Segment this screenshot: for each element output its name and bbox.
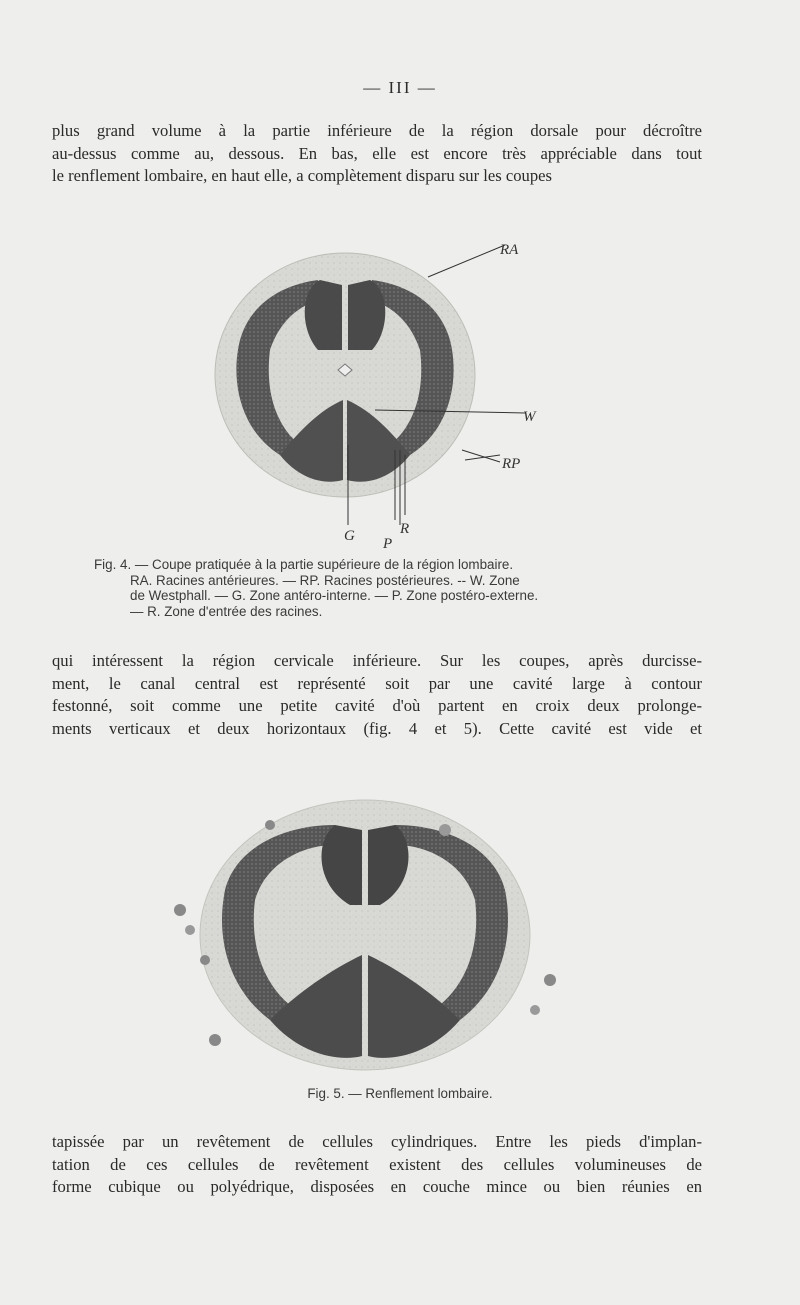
label-p: P [383,536,393,550]
caption-line: RA. Racines antérieures. — RP. Racines postérieures. -- W. Zone [130,572,520,588]
figure-4-spinal-cord-section [200,230,560,550]
label-g: G [344,528,355,544]
caption-line: de Westphall. — G. Zone antéro-interne. — P. Zone postéro-externe. [130,588,539,603]
text-line: plus grand volume à la partie inférieure de la région dorsale pour décroître [52,121,702,140]
page-number: — III — [363,78,437,97]
paragraph-top [52,120,702,188]
paragraph-bottom [52,1131,702,1199]
label-w: W [523,409,536,425]
text-line: le renflement lombaire, en haut elle, a complètement disparu sur les coupes [52,166,552,185]
figure-4-caption [94,557,654,619]
label-ra: RA [500,242,519,258]
label-r: R [400,521,410,537]
figure-5-lumbar-enlargement [150,770,620,1082]
text-line: ment, le canal central est représenté soit par une cavité large à contour [52,673,702,693]
paragraph-middle [52,650,702,740]
text-line: au-dessus comme au, dessous. En bas, elle est encore très appréciable dans tout [52,143,702,163]
caption-line: — R. Zone d'entrée des racines. [130,603,323,619]
text-line: forme cubique ou polyédrique, disposées en couche mince ou bien réunies en [52,1177,702,1196]
figure-5-caption: Fig. 5. — Renflement lombaire. [307,1086,493,1101]
text-line: tation de ces cellules de revêtement existent des cellules volumineuses de [52,1154,702,1174]
label-rp: RP [502,456,521,472]
text-line: tapissée par un revêtement de cellules cylindriques. Entre les pieds d'implan- [52,1132,702,1151]
text-line: qui intéressent la région cervicale inférieure. Sur les coupes, après durcisse- [52,651,702,670]
text-line: ments verticaux et deux horizontaux (fig. 4 et 5). Cette cavité est vide et [52,718,702,738]
text-line: festonné, soit comme une petite cavité d'où partent en croix deux prolonge- [52,696,702,715]
caption-line: Fig. 4. — Coupe pratiquée à la partie supérieure de la région lombaire. [94,557,514,572]
